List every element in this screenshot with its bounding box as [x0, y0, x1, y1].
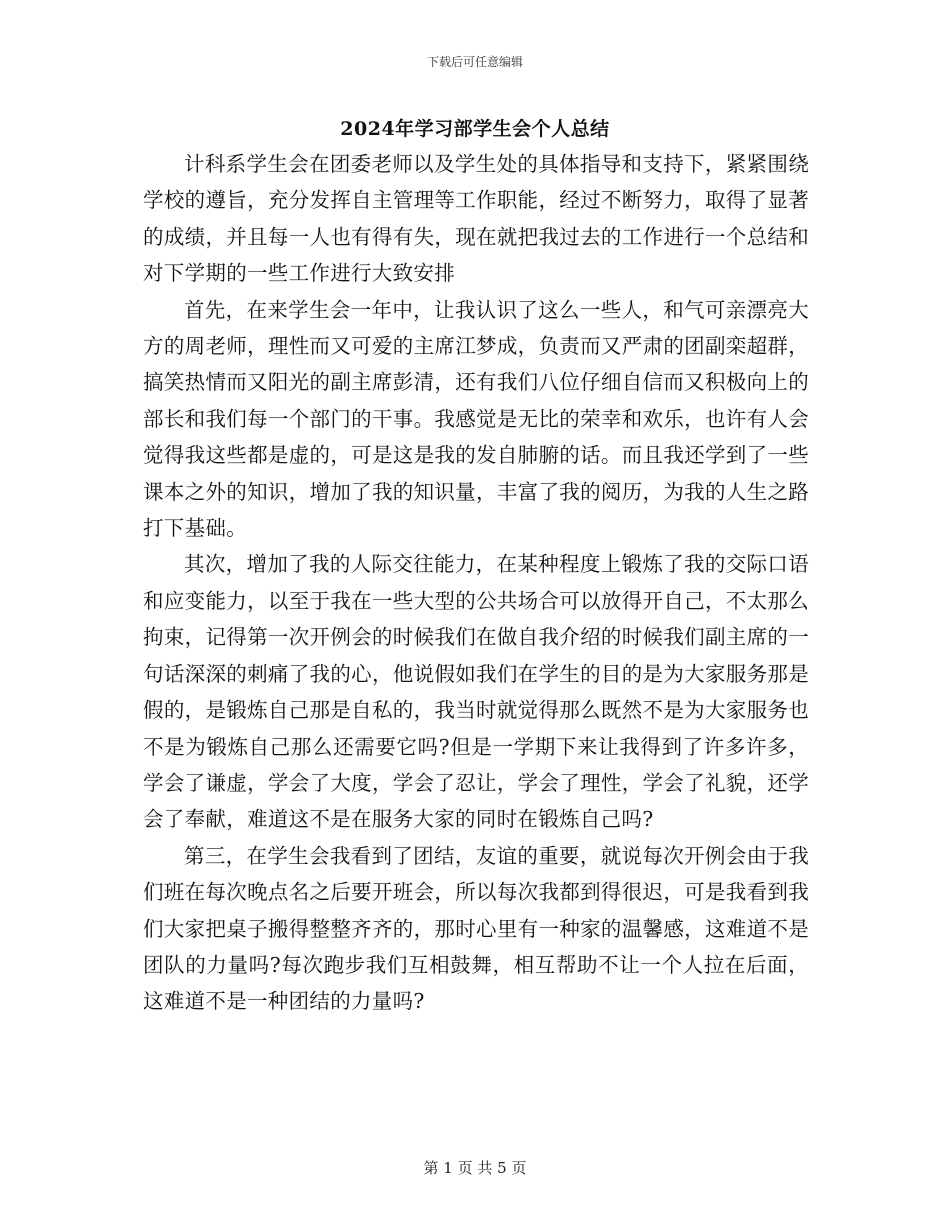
paragraph-3: 其次，增加了我的人际交往能力，在某种程度上锻炼了我的交际口语和应变能力，以至于我在一些大型的公共场合可以放得开自己，不太那么拘束，记得第一次开例会的时候我们在做自我介绍的时候我们副主席的一句话深深的刺痛了我的心，他说假如我们在学生的目的是为大家服务那是假的，是锻炼自己那是自私的，我当时就觉得那么既然不是为大家服务也不是为锻炼自己那么还需要它吗?但是一学期下来让我得到了许多许多，学会了谦虚，学会了大度，学会了忍让，学会了理性，学会了礼貌，还学会了奉献，难道这不是在服务大家的同时在锻炼自己吗? — [143, 552, 809, 832]
document-title: 2024年学习部学生会个人总结 — [340, 118, 610, 140]
paragraph-4: 第三，在学生会我看到了团结，友谊的重要，就说每次开例会由于我们班在每次晚点名之后要开班会，所以每次我都到得很迟，可是我看到我们大家把桌子搬得整整齐齐的，那时心里有一种家的温馨感，这难道不是团队的力量吗?每次跑步我们互相鼓舞，相互帮助不让一个人拉在后面，这难道不是一种团结的力量吗? — [143, 843, 809, 1014]
paragraph-2: 首先，在来学生会一年中，让我认识了这么一些人，和气可亲漂亮大方的周老师，理性而又可爱的主席江梦成，负责而又严肃的团副栾超群，搞笑热情而又阳光的副主席彭清，还有我们八位仔细自信而又积极向上的部长和我们每一个部门的干事。我感觉是无比的荣幸和欢乐，也许有人会觉得我这些都是虚的，可是这是我的发自肺腑的话。而且我还学到了一些课本之外的知识，增加了我的知识量，丰富了我的阅历，为我的人生之路打下基础。 — [143, 297, 809, 541]
page-number: 第 1 页 共 5 页 — [423, 1159, 527, 1177]
document-body — [143, 146, 809, 1020]
paragraph-1: 计科系学生会在团委老师以及学生处的具体指导和支持下，紧紧围绕学校的遵旨，充分发挥自主管理等工作职能，经过不断努力，取得了显著的成绩，并且每一人也有得有失，现在就把我过去的工作进行一个总结和对下学期的一些工作进行大致安排 — [143, 152, 809, 286]
header-note: 下载后可任意编辑 — [426, 55, 523, 69]
